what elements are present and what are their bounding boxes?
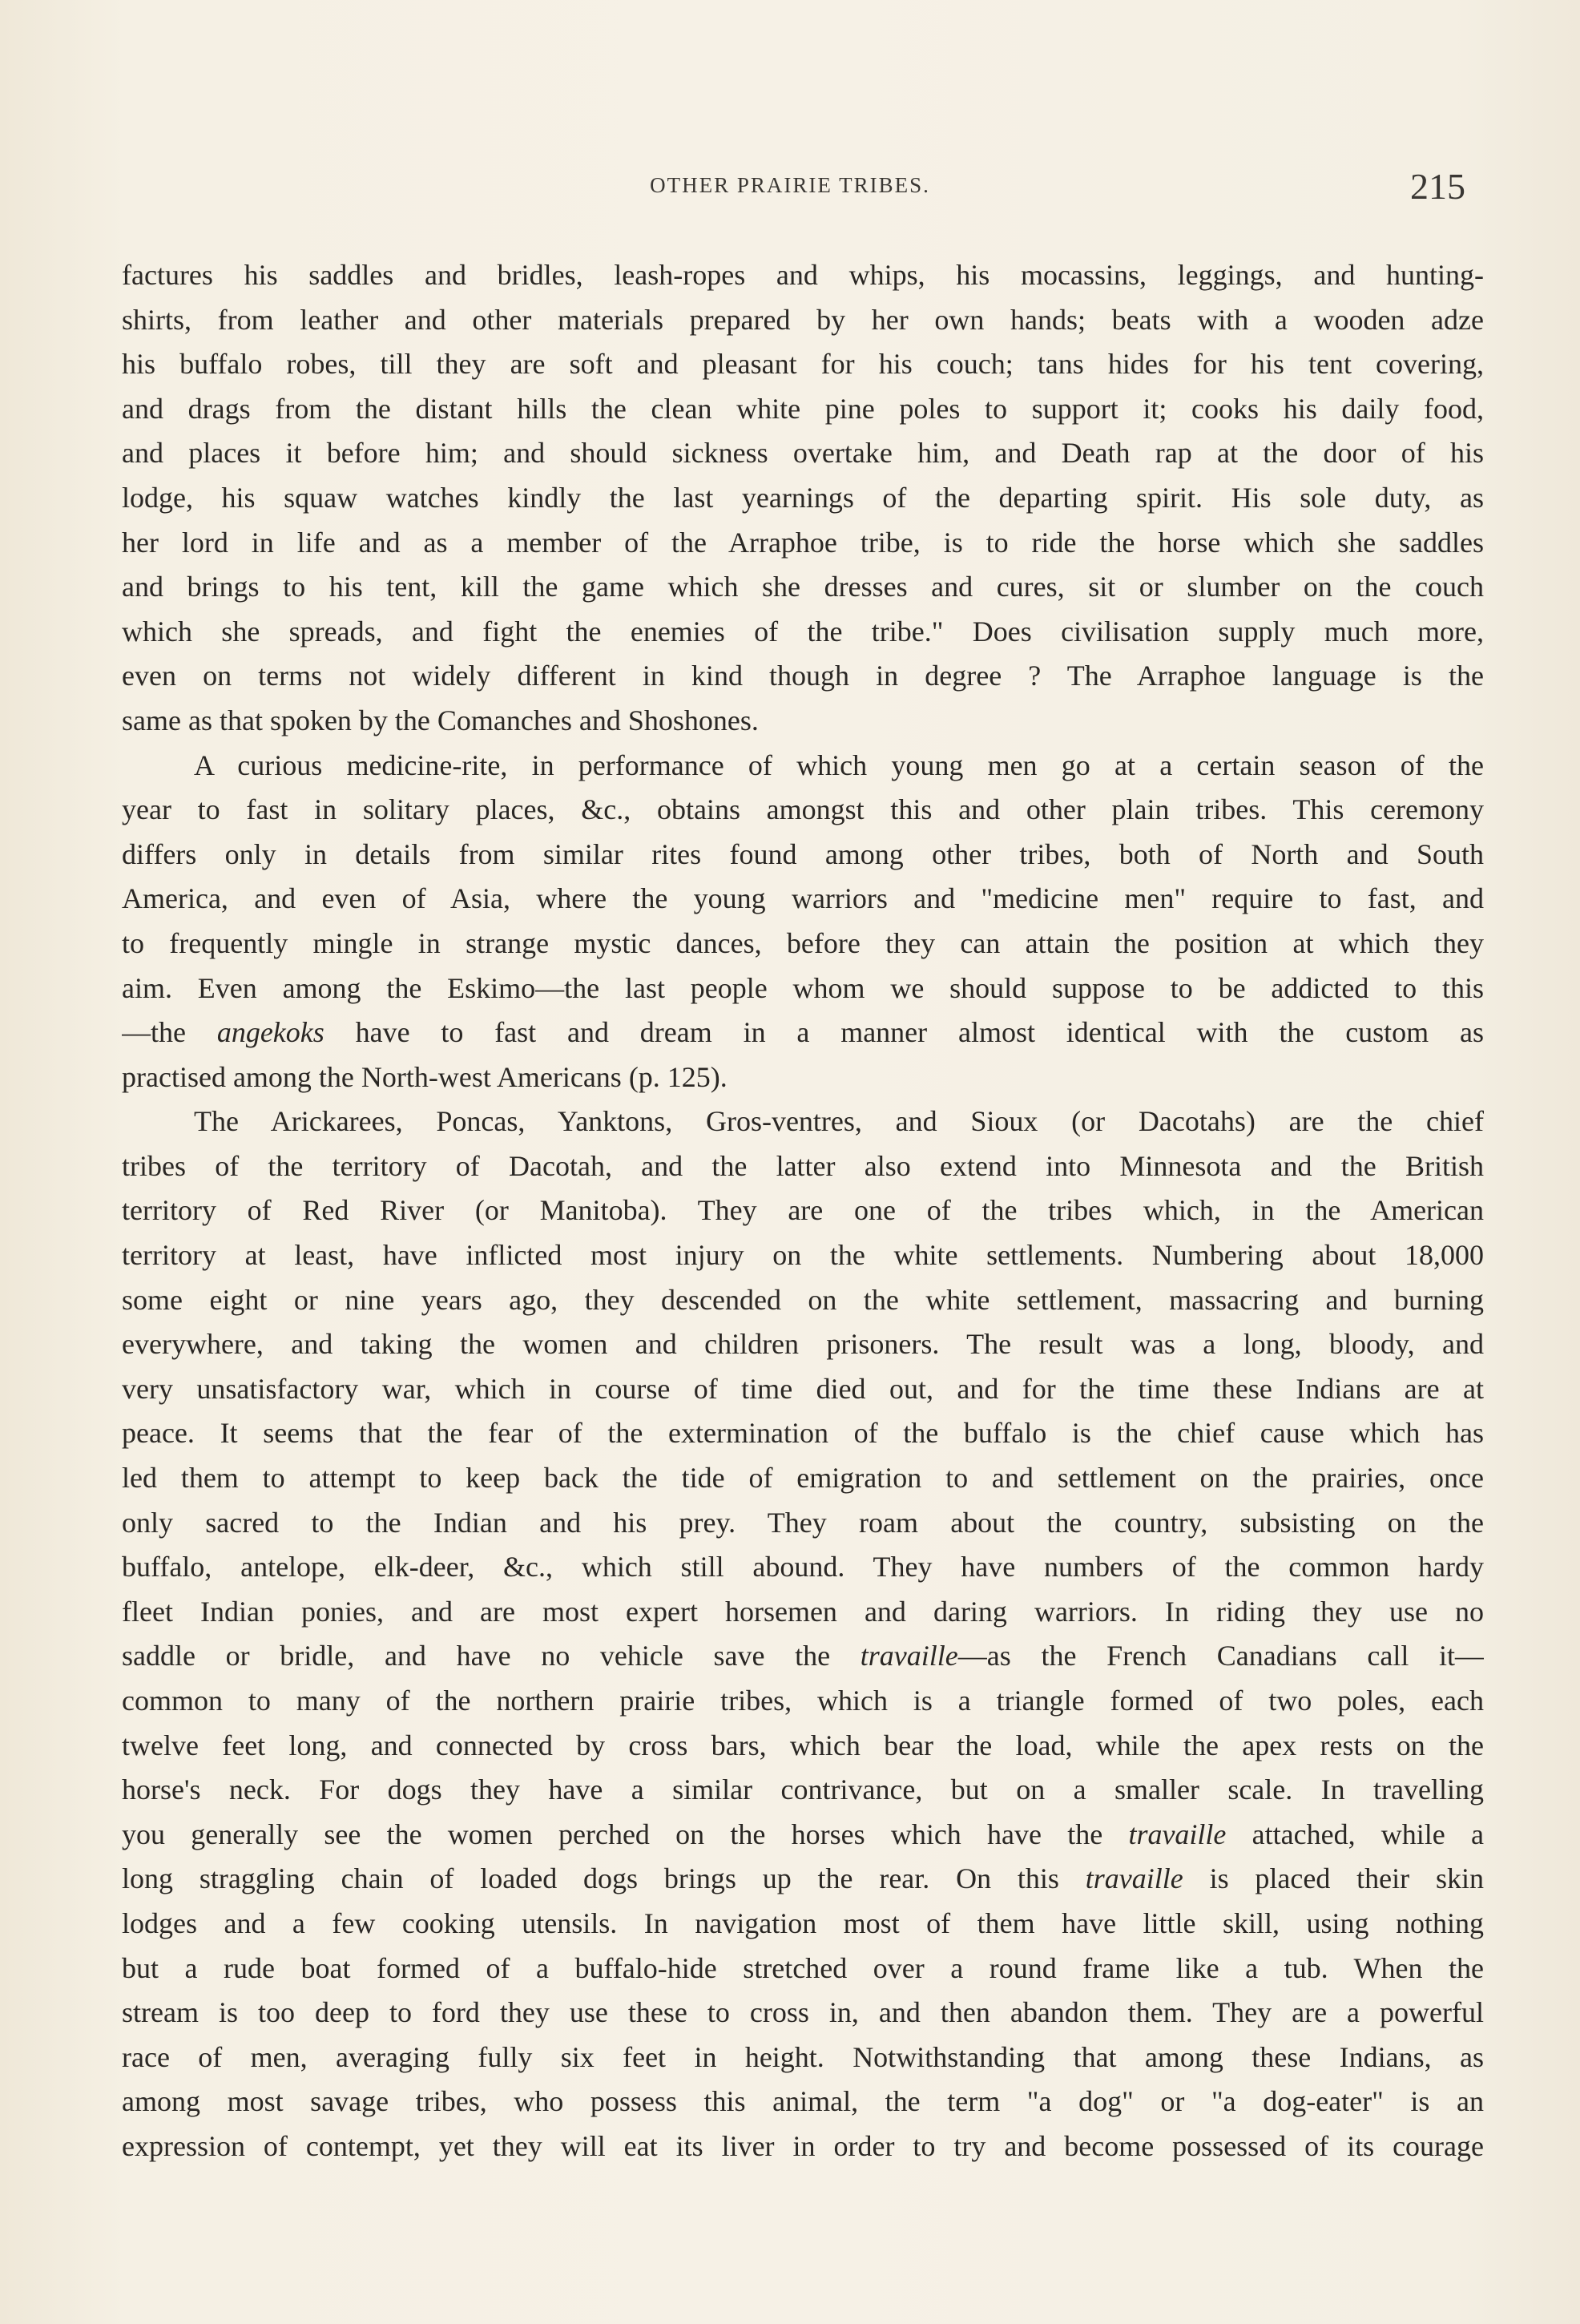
text-line: differs only in details from similar rites found among other tribes, both of North and South	[122, 837, 1484, 870]
text-line: among most savage tribes, who possess this animal, the term "a dog" or "a dog-eater" is an	[122, 2085, 1484, 2118]
text-line: very unsatisfactory war, which in course of time died out, and for the time these Indians are at	[122, 1372, 1484, 1405]
text-line: you generally see the women perched on the horses which have the travaille attached, while a	[122, 1818, 1484, 1850]
text-line: which she spreads, and fight the enemies of the tribe." Does civilisation supply much more,	[122, 615, 1484, 648]
text-line: lodge, his squaw watches kindly the last yearnings of the departing spirit. His sole duty, as	[122, 481, 1484, 514]
paragraph	[122, 1099, 1484, 2169]
text-line: A curious medicine-rite, in performance of which young men go at a certain season of the	[194, 748, 1484, 781]
text-line: to frequently mingle in strange mystic dances, before they can attain the position at which they	[122, 926, 1484, 959]
text-line: territory of Red River (or Manitoba). They are one of the tribes which, in the American	[122, 1194, 1484, 1227]
paragraph	[122, 744, 1484, 1100]
body-text	[122, 253, 1484, 2169]
text-line: buffalo, antelope, elk-deer, &c., which still abound. They have numbers of the common hardy	[122, 1551, 1484, 1584]
text-line: some eight or nine years ago, they descended on the white settlement, massacring and burning	[122, 1283, 1484, 1316]
text-line: race of men, averaging fully six feet in height. Notwithstanding that among these Indians, as	[122, 2040, 1484, 2073]
text-line: long straggling chain of loaded dogs brings up the rear. On this travaille is placed their skin	[122, 1862, 1484, 1895]
text-line: but a rude boat formed of a buffalo-hide stretched over a round frame like a tub. When the	[122, 1951, 1484, 1984]
text-line: his buffalo robes, till they are soft and pleasant for his couch; tans hides for his tent covering,	[122, 348, 1484, 381]
text-line: stream is too deep to ford they use these to cross in, and then abandon them. They are a powerful	[122, 1996, 1484, 2029]
text-line: territory at least, have inflicted most injury on the white settlements. Numbering about 18,000	[122, 1239, 1484, 1272]
text-line: twelve feet long, and connected by cross bars, which bear the load, while the apex rests on the	[122, 1729, 1484, 1761]
running-head: OTHER PRAIRIE TRIBES.	[650, 173, 930, 197]
text-line: year to fast in solitary places, &c., obtains amongst this and other plain tribes. This ceremony	[122, 793, 1484, 826]
text-line: practised among the North-west Americans (p. 125).	[122, 1060, 728, 1093]
text-line: The Arickarees, Poncas, Yanktons, Gros-ventres, and Sioux (or Dacotahs) are the chief	[194, 1105, 1484, 1138]
text-line: saddle or bridle, and have no vehicle save the travaille—as the French Canadians call it—	[122, 1640, 1484, 1672]
text-line: America, and even of Asia, where the young warriors and "medicine men" require to fast, and	[122, 882, 1484, 915]
text-line: aim. Even among the Eskimo—the last people whom we should suppose to be addicted to this	[122, 971, 1484, 1004]
text-line: tribes of the territory of Dacotah, and the latter also extend into Minnesota and the British	[122, 1149, 1484, 1182]
text-line: common to many of the northern prairie tribes, which is a triangle formed of two poles, each	[122, 1684, 1484, 1717]
text-line: and places it before him; and should sickness overtake him, and Death rap at the door of his	[122, 437, 1484, 470]
text-line: factures his saddles and bridles, leash-ropes and whips, his mocassins, leggings, and hunting-	[122, 259, 1484, 291]
text-line: horse's neck. For dogs they have a similar contrivance, but on a smaller scale. In travelling	[122, 1773, 1484, 1806]
text-line: led them to attempt to keep back the tide of emigration to and settlement on the prairies, once	[122, 1462, 1484, 1495]
page-number: 215	[1410, 166, 1465, 207]
text-line: and brings to his tent, kill the game which she dresses and cures, sit or slumber on the couch	[122, 571, 1484, 603]
text-line: expression of contempt, yet they will eat its liver in order to try and become possessed of its courage	[122, 2129, 1484, 2162]
text-line: peace. It seems that the fear of the extermination of the buffalo is the chief cause which has	[122, 1417, 1484, 1450]
text-line: even on terms not widely different in kind though in degree ? The Arraphoe language is the	[122, 660, 1484, 692]
text-line: same as that spoken by the Comanches and Shoshones.	[122, 704, 759, 736]
text-line: only sacred to the Indian and his prey. They roam about the country, subsisting on the	[122, 1506, 1484, 1539]
text-line: lodges and a few cooking utensils. In navigation most of them have little skill, using nothing	[122, 1906, 1484, 1939]
text-line: shirts, from leather and other materials prepared by her own hands; beats with a wooden adze	[122, 303, 1484, 336]
text-line: —the angekoks have to fast and dream in a manner almost identical with the custom as	[122, 1016, 1484, 1049]
text-line: everywhere, and taking the women and children prisoners. The result was a long, bloody, and	[122, 1328, 1484, 1361]
text-line: and drags from the distant hills the clean white pine poles to support it; cooks his daily food,	[122, 392, 1484, 425]
paragraph	[122, 253, 1484, 744]
text-line: her lord in life and as a member of the Arraphoe tribe, is to ride the horse which she saddles	[122, 526, 1484, 559]
text-line: fleet Indian ponies, and are most expert horsemen and daring warriors. In riding they use no	[122, 1595, 1484, 1628]
